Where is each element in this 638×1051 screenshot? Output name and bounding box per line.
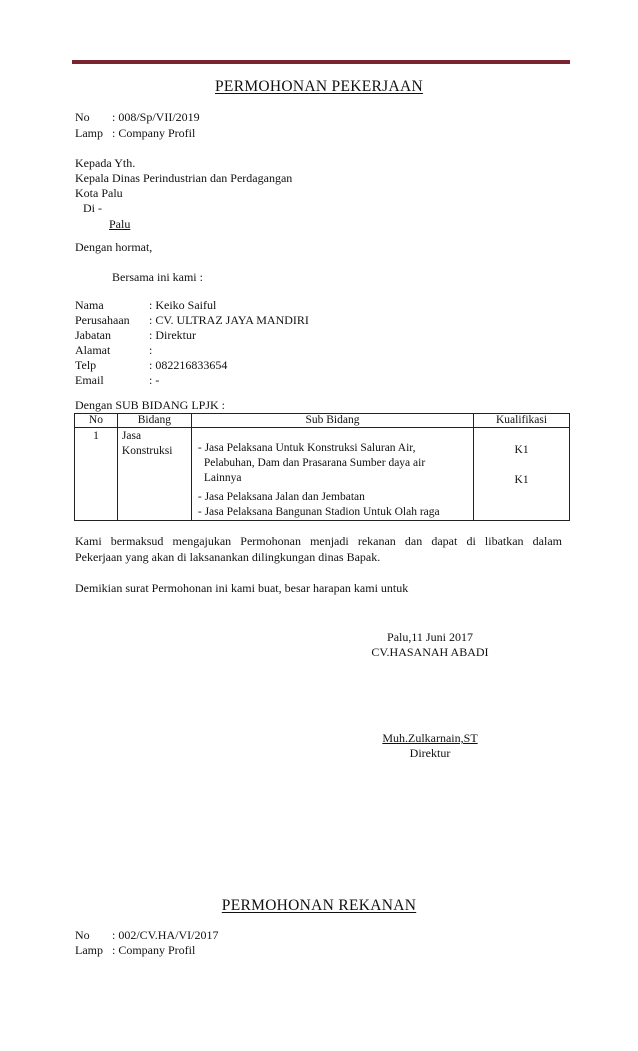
signer-title: Direktur xyxy=(409,746,451,760)
identity-value: : xyxy=(149,343,153,357)
lamp-value: : Company Profil xyxy=(112,943,196,957)
identity-value: : Keiko Saiful xyxy=(149,298,217,312)
intro-text: Bersama ini kami : xyxy=(112,270,203,284)
sub-bidang-item: - Jasa Pelaksana Bangunan Stadion Untuk Olah raga xyxy=(197,506,440,518)
identity-label: Telp xyxy=(75,358,97,372)
sub-bidang-item-cont: Pelabuhan, Dam dan Prasarana Sumber daya air xyxy=(203,457,426,469)
header-rule xyxy=(72,60,570,64)
closing-text: Demikian surat Permohonan ini kami buat, besar harapan kami untuk xyxy=(75,581,409,595)
greeting: Dengan hormat, xyxy=(75,240,153,254)
recipient-line-1: Kepada Yth. xyxy=(75,156,136,170)
letter-title: PERMOHONAN PEKERJAAN xyxy=(215,78,423,95)
no-value: : 002/CV.HA/VI/2017 xyxy=(112,928,219,942)
sub-bidang-item: - Jasa Pelaksana Untuk Konstruksi Saluran Air, xyxy=(197,442,416,454)
kualifikasi-value: K1 xyxy=(514,444,529,456)
lamp-label: Lamp xyxy=(75,943,103,957)
col-header-kualifikasi: Kualifikasi xyxy=(474,414,570,428)
identity-label: Jabatan xyxy=(75,328,111,342)
sub-bidang-item: - Jasa Pelaksana Jalan dan Jembatan xyxy=(197,491,365,503)
col-header-sub-bidang: Sub Bidang xyxy=(191,414,473,428)
lamp-label: Lamp xyxy=(75,126,103,140)
bidang-line: Konstruksi xyxy=(121,445,173,457)
sub-bidang-item-cont: Lainnya xyxy=(203,472,242,484)
recipient-city: Palu xyxy=(109,217,131,231)
recipient-line-4: Di - xyxy=(83,201,102,215)
identity-label: Email xyxy=(75,373,104,387)
bidang-line: Jasa xyxy=(121,430,142,442)
place-date: Palu,11 Juni 2017 xyxy=(387,630,473,644)
cell-no: 1 xyxy=(75,428,118,521)
identity-label: Nama xyxy=(75,298,104,312)
no-label: No xyxy=(75,928,90,942)
cell-bidang xyxy=(117,428,191,521)
identity-value: : - xyxy=(149,373,160,387)
table-header-row xyxy=(75,414,570,428)
identity-value: : CV. ULTRAZ JAYA MANDIRI xyxy=(149,313,309,327)
identity-label: Alamat xyxy=(75,343,111,357)
no-value: : 008/Sp/VII/2019 xyxy=(112,110,200,124)
body-paragraph-line-1: Kami bermaksud mengajukan Permohonan menjadi rekanan dan dapat di libatkan dalam xyxy=(75,534,562,548)
no-label: No xyxy=(75,110,90,124)
identity-label: Perusahaan xyxy=(75,313,130,327)
table-caption: Dengan SUB BIDANG LPJK : xyxy=(75,398,225,412)
letter2-title: PERMOHONAN REKANAN xyxy=(221,897,417,914)
sub-bidang-table xyxy=(74,413,570,521)
recipient-line-2: Kepala Dinas Perindustrian dan Perdagangan xyxy=(75,171,293,185)
kualifikasi-value: K1 xyxy=(514,474,529,486)
identity-value: : Direktur xyxy=(149,328,196,342)
table-row xyxy=(75,428,570,521)
col-header-no: No xyxy=(75,414,118,428)
recipient-line-3: Kota Palu xyxy=(75,186,123,200)
signer-name: Muh.Zulkarnain,ST xyxy=(382,731,478,745)
cell-kualifikasi xyxy=(474,428,570,521)
col-header-bidang: Bidang xyxy=(117,414,191,428)
cell-sub-bidang xyxy=(191,428,473,521)
identity-value: : 082216833654 xyxy=(149,358,228,372)
lamp-value: : Company Profil xyxy=(112,126,196,140)
company-name: CV.HASANAH ABADI xyxy=(371,645,489,659)
body-paragraph-line-2: Pekerjaan yang akan di laksanankan dilingkungan dinas Bapak. xyxy=(75,550,381,564)
